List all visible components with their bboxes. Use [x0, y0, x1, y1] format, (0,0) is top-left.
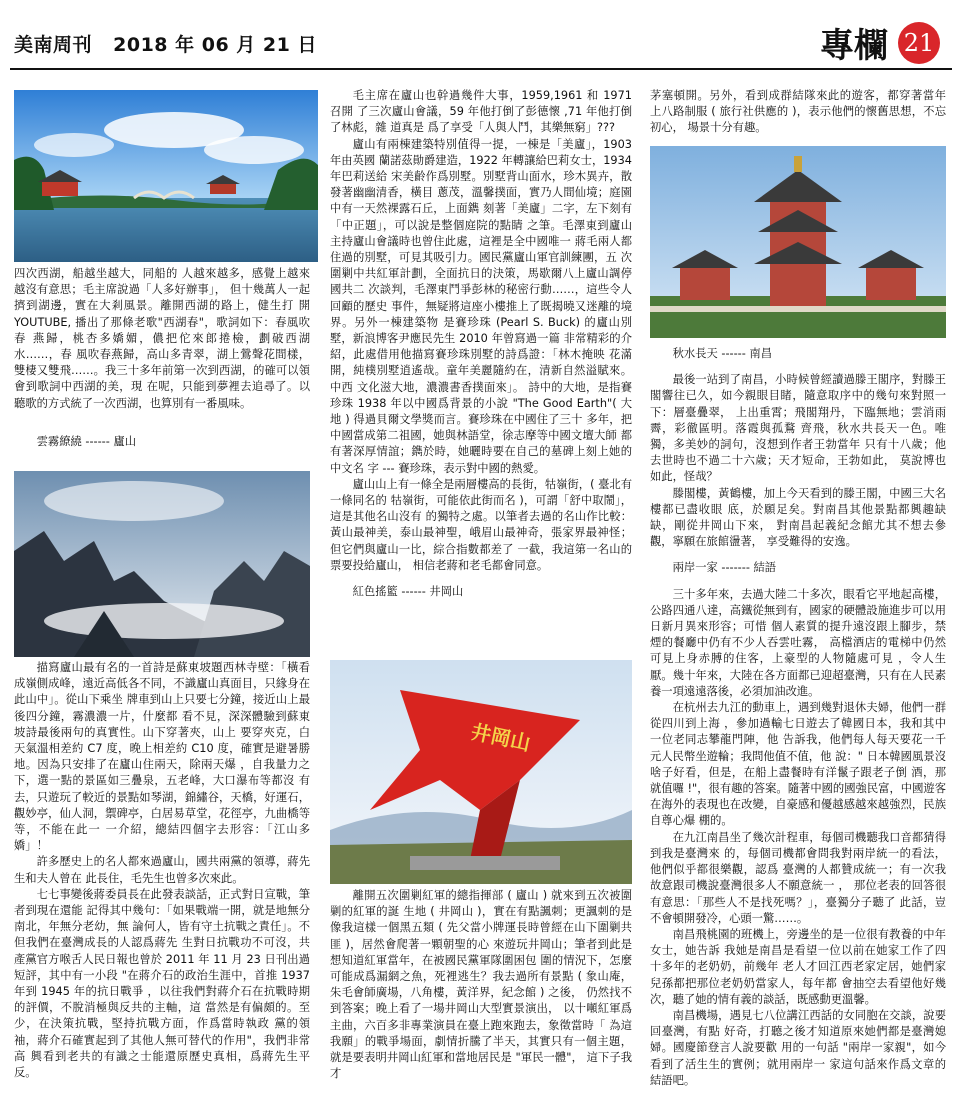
- svg-text:井岡山: 井岡山: [468, 719, 533, 756]
- page-header: [0, 0, 960, 88]
- tengwang-pavilion-photo: [650, 146, 946, 338]
- west-lake-photo: [14, 90, 318, 262]
- section-caption: 雲霧繚繞 ------ 廬山: [36, 434, 137, 448]
- article-paragraph: 許多歷史上的名人都來過廬山，國共兩黨的領導，蔣先生和夫人曾在 此長住，毛先生也曾多次來此。: [14, 855, 310, 885]
- publication-name: 美南周刊: [14, 34, 93, 56]
- article-paragraph: 南昌飛桃園的班機上，旁邊坐的是一位很有教養的中年女士，她告訴 我她是南昌是看望一位以前在她家工作了四十多年的老奶奶，前幾年 老人才回江西老家定居，她們家兒孫都把那位老奶奶當家人，每年都 會抽空去看望他好幾次，聽了她的情有義的談話，既感動更溫馨。: [650, 927, 946, 1006]
- article-paragraph: 毛主席在廬山也幹過幾件大事，1959,1961 和 1971 召開 了三次廬山會議，59 年他打倒了彭德懷 ,71 年他打倒了林彪，雜 道真是 爲了享受「人與人鬥，其樂無窮」???: [330, 89, 632, 135]
- article-paragraph: 南昌機場，遇見七八位講江西話的女同胞在交談，說要回臺灣，有點 好奇，打聽之後才知道原來她們都是臺灣媳婦。國慶節登言人說要歡 用的一句話 "兩岸一家親"，如今看到了活生生的實例；就用兩岸一 家這句話來作爲文章的結語吧。: [650, 1008, 946, 1087]
- column-2-top: [330, 88, 632, 610]
- article-paragraph: 滕閣樓，黃鶴樓，加上今天看到的滕王閣，中國三大名樓都已盡收眼 底，於願足矣。對南昌其他景點都興趣缺缺，剛從井岡山下來， 對南昌起義紀念館尤其不想去參觀，寧願在旅館盪著， 享受難得的安逸。: [650, 486, 946, 549]
- masthead: [14, 30, 331, 57]
- column-title: 專欄: [820, 26, 888, 66]
- article-paragraph: 描寫廬山最有名的一首詩是蘇東坡題西林寺壁：「橫看成嶺側成峰，遠近高低各不同，不識廬山真面目，只緣身在此山中」。從山下乘坐 牌車到山上只要七分鐘，接近山上最後四分鐘，霧濃濃一片，什麼都 看不見，深深體驗到蘇東坡詩最後兩句的真實性。山下穿著夾，山上 要穿夾克，白天氣溫相差約 C7 度，晚上相差約 C10 度，確實是避暑勝地。因為只安排了在廬山住兩天，除兩天爆 ，自我量力之下，選一點的景區如三疊泉，五老峰，大口瀑布等都沒 有去，只遊玩了較近的景點如琴湖，錦繡谷，天橋，好運石，觀妙亭，仙人洞，禦碑亭，白居易草堂，花徑亭，九曲橋等等，不能在此一 一介紹，總結四個字去形容：「江山多嬌」！: [14, 661, 310, 853]
- column-3-top: [650, 88, 946, 137]
- article-paragraph: 在九江南昌坐了幾次計程車，每個司機聽我口音都猜得到我是臺灣來 的，每個司機都會問我對兩岸統一的看法，他們似乎都很樂觀，認爲 臺灣的人都贊成統一；有一次我故意跟司機說臺灣很多人不願意統一 ， 那位老表的回答很有意思：「那些人不是找死嗎？」，臺獨分子聽了 此話，豈不會頓開發冷，心頭一驚……。: [650, 830, 946, 925]
- article-paragraph: 廬山山上有一條全是兩層樓高的長街，牯嶺街，( 臺北有一條同名的 牯嶺街，可能依此街而名 )，可謂「舒中取鬧」，這是其他名山沒有 的獨特之處。以筆者去過的名山作比較：黃山最神美，泰山最神聖，峨眉山最神奇，張家界最神怪；但它們與廬山一比，綜合指數都差了 一截，我這第一名山的票要投給廬山， 相信老蔣和老毛都會同意。: [330, 477, 632, 572]
- article-paragraph: 茅塞頓開。另外，看到成群結隊來此的遊客，都穿著當年 上八路制服 ( 旅行社供應的 )，表示他們的懷舊思想，不忘初心， 場景十分有趣。: [650, 89, 946, 135]
- article-paragraph: 在杭州去九江的動車上，遇到幾對退休夫婦，他們一群從四川到上海 ，參加過輸七日遊去了韓國日本，我和其中一位老同志攀龍門陣，他 告訴我，他們每人每天要花一千元人民幣坐遊輪；我問他值不值，他 說：" 日本韓國風景沒啥子好看，但是，在船上盡餐時有洋鬣子跟老子倒 酒，那就值囉 !"，很有趣的答案。隨著中國的國強民富，中國遊客 在海外的表現也在改變，自豪感和優越感越來越強烈，民族自尊心爆 棚的。: [650, 701, 946, 828]
- column-1-bottom: [14, 660, 310, 1081]
- section-caption: 秋水長天 ------ 南昌: [672, 347, 773, 360]
- article-paragraph: 七七事變後蔣委員長在此發表談話，正式對日宣戰，筆者到現在還能 記得其中幾句：「如果戰端一開，就是地無分南北，年無分老幼，無 論何人，皆有守土抗戰之責任」。不但我們在臺灣成長的人認爲蔣先 生對日抗戰功不可沒，共產黨官方喉舌人民日報也曾於 2011 年 11 月 23 日刊出過短評，其中有一小段 "在蔣介石的政治生涯中，首推 1937 年到 1945 年的抗日戰爭 ，以往我們對蔣介石在抗戰時期的評價，不脫消極與反共的主軸，這 當然是有偏頗的。至少，在決策抗戰，堅持抗戰方面，作爲當時執政 黨的領袖，蔣介石確實起到了其他人無可替代的作用"，我們非常高 興看到老共的有識之士能還原歷史真相，爲蔣先生平反。: [14, 887, 310, 1080]
- column-1-top: [14, 266, 310, 460]
- article-paragraph: 三十多年來，去過大陸二十多次，眼看它平地起高樓，公路四通八達，高鐵從無到有，國家的硬體設施進步可以用日新月異來形容；可惜 個人素質的提升遠沒跟上腳步，禁煙的餐廳中仍有不少人吞雲吐霧， 高檔酒店的電梯中仍然可見上身赤膊的住客，上豪型的人物隨處可見 ，令人生厭。幾十年來，大陸在各方面都已迎超臺灣，只有在人民素 養一項遠遠落後，必須加油改進。: [650, 587, 946, 698]
- page-number-badge: 21: [898, 22, 940, 64]
- issue-date: 2018 年 06 月 21 日: [113, 34, 317, 56]
- article-paragraph: 離開五次圍剿紅軍的總指揮部 ( 廬山 ) 就來到五次被圍剿的紅軍的誕 生地 ( 井岡山 )，實在有點諷刺；更諷刺的是像我這樣一個黑五類 ( 先父當小牌運長時曾經在山下圍剿共匪 )，居然會爬著一顆朝聖的心 來遊玩井岡山；筆者到此是想知道紅軍當年，在被國民黨軍隊圍困包 圍的情況下，怎麼可能成爲漏網之魚，死裡逃生？我去過所有景點 ( 象山庵，朱毛會師廣場，八角樓，黃洋界，紀念館 ) 之後， 仍然找不到答案；晚上看了一場井岡山大型實景演出， 以十噸紅軍爲主曲，六百多非專業演員在臺上跑來跑去，象徵當時「 為這我願」的戰爭場面，劇情折騰了半天，其實只有一個主題， 就是要表明井岡山紅軍和當地居民是 "軍民一體"， 這下子我才: [330, 889, 632, 1081]
- column-2-bottom: [330, 888, 632, 1082]
- header-rule: [10, 68, 952, 70]
- article-paragraph: 四次西湖，船越坐越大，同船的 人越來越多，感覺上越來越沒有意思；毛主席說過「人多好辦事」， 但十幾萬人一起擠到湖邊，實在大剎風景。離開西湖的路上，健生打 開 YOUTUBE, 播出了那條老歌"西湖春"，歌詞如下：春風吹春 燕歸，桃杏多嬌媚，儂把佗來郎捲檢，劃破西湖水……，春 風吹春燕歸，高山多青翠，湖上鶯聲花間樣，雙棲又雙飛……。我三十多年前第一次到西湖，的確可以領會到歌詞中西湖的美，現 在呢，只能到夢裡去追尋了。以聽歌的方式統了一次西湖，也算別有一番風味。: [14, 267, 310, 410]
- article-paragraph: 最後一站到了南昌，小時候曾經讀過滕王閣序，對滕王閣響往已久，如今親眼目睹，隨意取序中的幾句來對照一下：層臺疊翠， 上出重霄；飛閣翔丹，下臨無地；雲消雨霽，彩徹區明。落霞與孤鶩 齊飛，秋水共長天一色。唯獨，多美妙的詞句，沒想到作者王勃當年 只有十八歲；他去世時也不過二十六歲；天才短命，王勃如此， 莫說博也如此，怪哉？: [650, 373, 946, 484]
- jinggangshan-photo: [330, 660, 632, 884]
- article-paragraph: 廬山有兩棟建築特別值得一提，一棟是「美廬」，1903 年由英國 蘭諾茲勛爵建造，1922 年轉讓給巴莉女士，1934 年巴莉送給 宋美齡作爲別墅。別墅背山面水，珍木異卉，散發著幽幽清香，橫目 蔥茂，溫馨撲面，實乃人間仙境；庭園中有一天然裸露石丘，上面鐫 刻著「美廬」二字，左下刻有「中正題」，可以說是整個庭院的點睛 之筆。毛澤東到廬山主持廬山會議時也曾住此處，這裡是全中國唯一 蔣毛兩人都住過的別墅，可見其吸引力。國民黨廬山軍官訓練團，五 次圍剿中共紅軍計劃，全面抗日的決策，馬歇爾八上廬山調停國共二 次談判，毛澤東鬥爭彭林的秘密行動……，這些令人回顧的歷史 事件，無疑將這座小樓推上了既揭曉又迷離的境界。另外一棟建築物 是賽珍珠 (Pearl S. Buck) 的廬山別墅，新浪博客尹應民先生 2010 年曾寫過一篇 非常精彩的介紹，此處借用他描寫賽珍珠別墅的詩爲證：「林木掩映 花滿開，純樸別墅逍遙哉。童年美麗隨約在，清新自然溢賦來。中西 文化滋大地，濃濃書香撲面來」。 詩中的大地，是指賽珍珠 1938 年以中國爲背景的小說 "The Good Earth"( 大地 ) 得過貝爾文學獎而言。賽珍珠在中國住了三十 多年，把中國當成第二祖國，她與林語堂，徐志摩等中國文壇大師 都有著深厚情誼；鐫於時，她曬時要在自己的墓碑上刻上她的中文名 字 --- 賽珍珠，表示對中國的熱愛。: [330, 137, 632, 475]
- column-label: [820, 18, 940, 67]
- section-caption: 兩岸一家 ------- 結語: [672, 561, 777, 575]
- column-3-bottom: [650, 344, 946, 1089]
- lushan-photo: [14, 471, 310, 657]
- section-caption: 紅色搖籃 ------ 井岡山: [352, 585, 464, 599]
